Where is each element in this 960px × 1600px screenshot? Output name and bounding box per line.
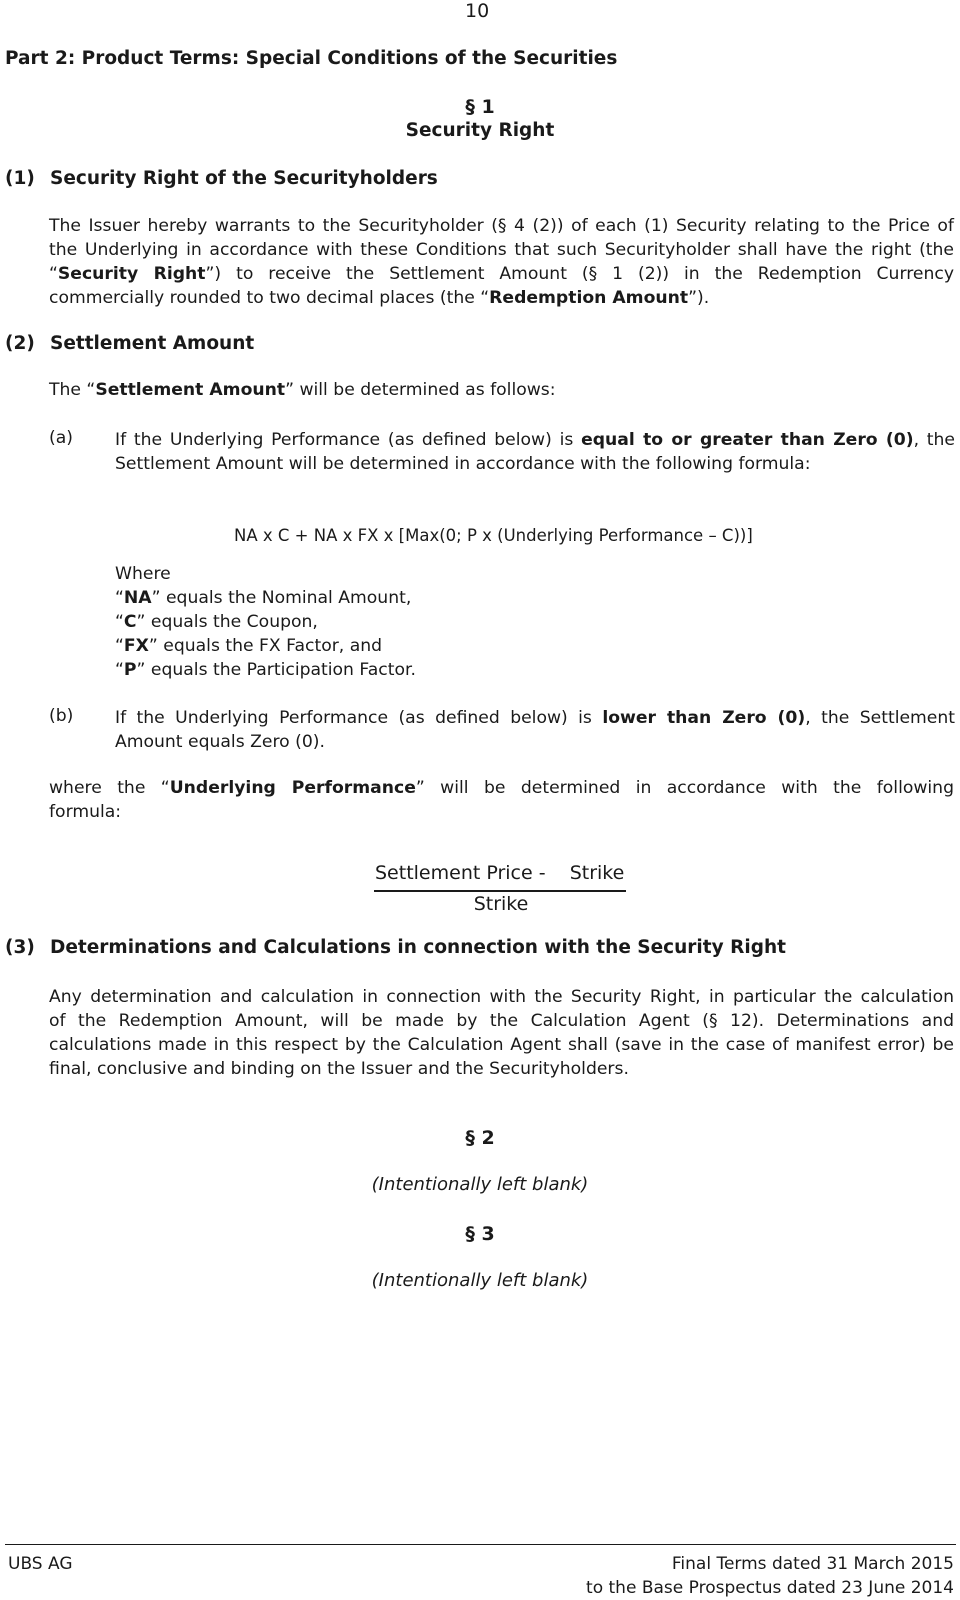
section-1-title: Security Right	[405, 120, 555, 141]
fraction-numerator-left: Settlement Price -	[375, 862, 546, 884]
open-quote: “	[115, 612, 124, 632]
defined-term-redemption-amount: Redemption Amount	[489, 288, 689, 308]
fraction-denominator: Strike	[473, 893, 529, 915]
definition-p	[115, 660, 416, 680]
paragraph-line: Amount equals Zero (0).	[115, 732, 325, 752]
paragraph-line	[49, 262, 954, 286]
paragraph-line: the Underlying in accordance with these Conditions that such Securityholder shall have the right (the	[49, 240, 954, 260]
paragraph-text: ” will be determined as follows:	[285, 380, 556, 400]
item-a-text	[115, 428, 955, 476]
open-quote: “	[115, 588, 124, 608]
subsection-1-title: Security Right of the Securityholders	[50, 168, 438, 189]
open-quote: “	[115, 636, 124, 656]
close-quote: ”	[136, 612, 146, 632]
defined-term-underlying-performance: Underlying Performance	[169, 778, 416, 798]
page-number: 10	[465, 0, 490, 22]
defined-term: C	[123, 612, 137, 632]
determinations-paragraph	[49, 985, 954, 1081]
subsection-2-number: (2)	[5, 333, 35, 354]
definition-text: equals the Nominal Amount,	[160, 588, 412, 608]
fraction-numerator	[375, 862, 623, 884]
definition-c	[115, 612, 318, 632]
paragraph-text: commercially rounded to two decimal places (the “	[49, 288, 490, 308]
section-3-text: (Intentionally left blank)	[371, 1270, 589, 1291]
defined-term-settlement-amount: Settlement Amount	[95, 380, 286, 400]
paragraph-text: The “	[49, 380, 96, 400]
section-2-symbol: § 2	[465, 1127, 495, 1149]
close-quote: ”	[205, 264, 215, 284]
paragraph-text: If the Underlying Performance (as defined below) is	[115, 708, 603, 728]
defined-term: FX	[123, 636, 149, 656]
paragraph-text: , the Settlement	[805, 708, 955, 728]
item-a-label: (a)	[49, 428, 73, 448]
section-1-symbol: § 1	[465, 96, 495, 118]
subsection-2-heading	[5, 333, 254, 354]
paragraph-line	[49, 286, 954, 310]
close-quote: ”	[151, 588, 161, 608]
definition-na	[115, 588, 411, 608]
footer-final-terms: Final Terms dated 31 March 2015	[671, 1554, 954, 1574]
item-b-text	[115, 706, 955, 754]
paragraph-text: ”).	[688, 288, 710, 308]
definition-text: equals the Participation Factor.	[145, 660, 416, 680]
footer-issuer: UBS AG	[8, 1554, 73, 1574]
fraction-numerator-right: Strike	[569, 862, 625, 884]
paragraph-line: Settlement Amount will be determined in accordance with the following formula:	[115, 454, 811, 474]
subsection-3-number: (3)	[5, 937, 35, 958]
definition-fx	[115, 636, 382, 656]
where-label: Where	[115, 564, 171, 584]
paragraph-line: of the Redemption Amount, will be made by the Calculation Agent (§ 12). Determinations and	[49, 1011, 954, 1031]
condition-bold: equal to or greater than Zero (0)	[581, 430, 914, 450]
settlement-formula: NA x C + NA x FX x [Max(0; P x (Underlying Performance – C))]	[234, 526, 753, 545]
subsection-3-heading	[5, 937, 786, 958]
underlying-performance-paragraph	[49, 776, 954, 824]
close-quote: ”	[136, 660, 146, 680]
section-2-text: (Intentionally left blank)	[371, 1174, 589, 1195]
open-quote: “	[115, 660, 124, 680]
section-3-symbol: § 3	[465, 1223, 495, 1245]
defined-term: P	[123, 660, 137, 680]
paragraph-line	[49, 776, 954, 800]
footer-base-prospectus: to the Base Prospectus dated 23 June 2014	[586, 1578, 954, 1598]
fraction-bar	[374, 890, 626, 892]
item-b-label: (b)	[49, 706, 74, 726]
paragraph-line: Any determination and calculation in connection with the Security Right, in particular the calculation	[49, 987, 954, 1007]
footer-divider	[5, 1544, 956, 1545]
subsection-1-heading	[5, 168, 438, 189]
paragraph-line: formula:	[49, 802, 122, 822]
condition-bold: lower than Zero (0)	[602, 708, 806, 728]
subsection-2-title: Settlement Amount	[50, 333, 255, 354]
paragraph-line	[115, 428, 955, 452]
open-quote: “	[49, 264, 58, 284]
paragraph-text: If the Underlying Performance (as defined below) is	[115, 430, 582, 450]
close-quote: ”	[148, 636, 158, 656]
paragraph-line: final, conclusive and binding on the Issuer and the Securityholders.	[49, 1059, 629, 1079]
paragraph-text: where the “	[49, 778, 170, 798]
paragraph-line: calculations made in this respect by the Calculation Agent shall (save in the case of manifest error) be	[49, 1035, 954, 1055]
security-right-paragraph	[49, 214, 954, 310]
paragraph-line: The Issuer hereby warrants to the Securityholder (§ 4 (2)) of each (1) Security relating to the Price of	[49, 216, 954, 236]
paragraph-text: , the	[913, 430, 956, 450]
definition-text: equals the FX Factor, and	[157, 636, 383, 656]
defined-term: NA	[123, 588, 152, 608]
paragraph-line	[115, 706, 955, 730]
defined-term-security-right: Security Right	[57, 264, 206, 284]
part-title: Part 2: Product Terms: Special Conditions of the Securities	[5, 48, 618, 69]
subsection-1-number: (1)	[5, 168, 35, 189]
subsection-3-title: Determinations and Calculations in connection with the Security Right	[50, 937, 786, 958]
definition-text: equals the Coupon,	[145, 612, 318, 632]
paragraph-text: ” will be determined in accordance with the following	[415, 778, 954, 798]
settlement-amount-intro	[49, 380, 556, 400]
paragraph-text: ) to receive the Settlement Amount (§ 1 (2)) in the Redemption Currency	[214, 264, 954, 284]
